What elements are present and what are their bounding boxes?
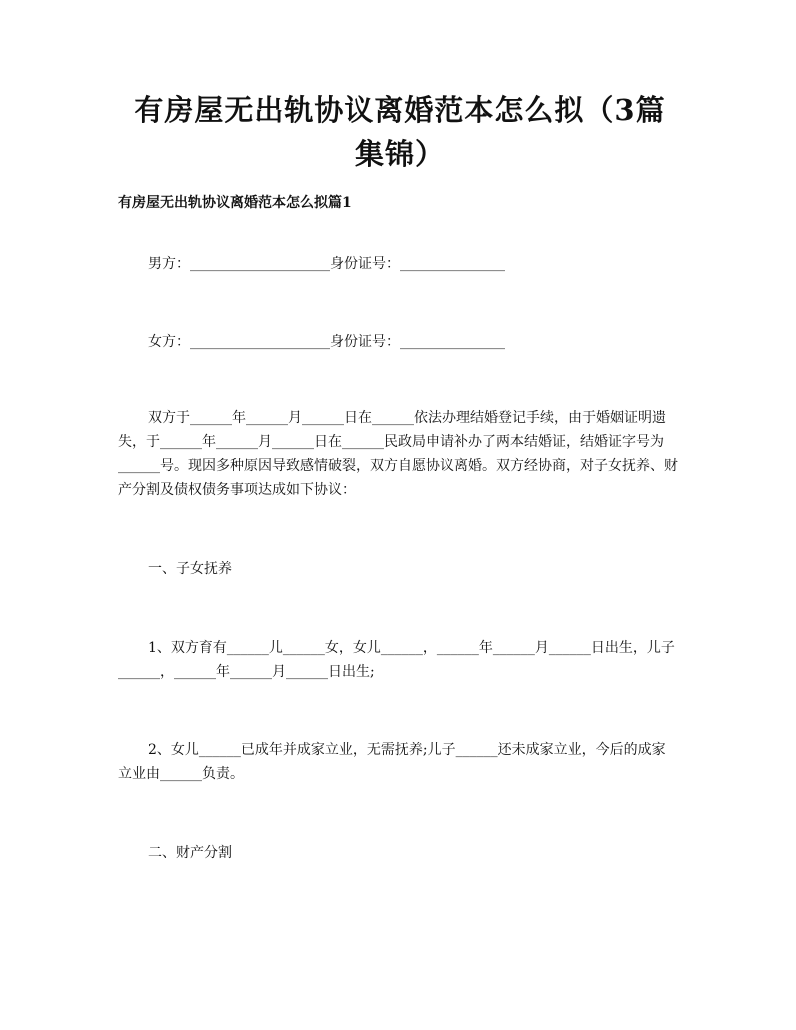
document-title: 有房屋无出轨协议离婚范本怎么拟（3篇集锦） bbox=[134, 93, 666, 171]
marriage-statement-paragraph: 双方于______年______月______日在______依法办理结婚登记手续，由于婚姻证明遗失，于______年______月______日在______民政局申请补办了两本结婚证，结婚证字号为______号。现因多种原因导致感情破裂，双方自愿协议离婚。双方经协商，对子女抚养、财产分割及债权债务事项达成如下协议： bbox=[118, 410, 678, 498]
husband-info-line: 男方：____________________身份证号：_______________ bbox=[148, 256, 505, 272]
children-status-paragraph: 2、女儿______已成年并成家立业，无需抚养;儿子______还未成家立业，今后的成家立业由______负责。 bbox=[118, 742, 666, 782]
children-info-paragraph: 1、双方育有______儿______女，女儿______，______年______月______日出生，儿子______，______年______月______日出生; bbox=[118, 640, 675, 680]
section-heading: 有房屋无出轨协议离婚范本怎么拟篇1 bbox=[118, 195, 352, 211]
wife-info-line: 女方：____________________身份证号：_______________ bbox=[148, 334, 505, 350]
property-division-heading: 二、财产分割 bbox=[148, 845, 232, 861]
child-custody-heading: 一、子女抚养 bbox=[148, 561, 232, 577]
